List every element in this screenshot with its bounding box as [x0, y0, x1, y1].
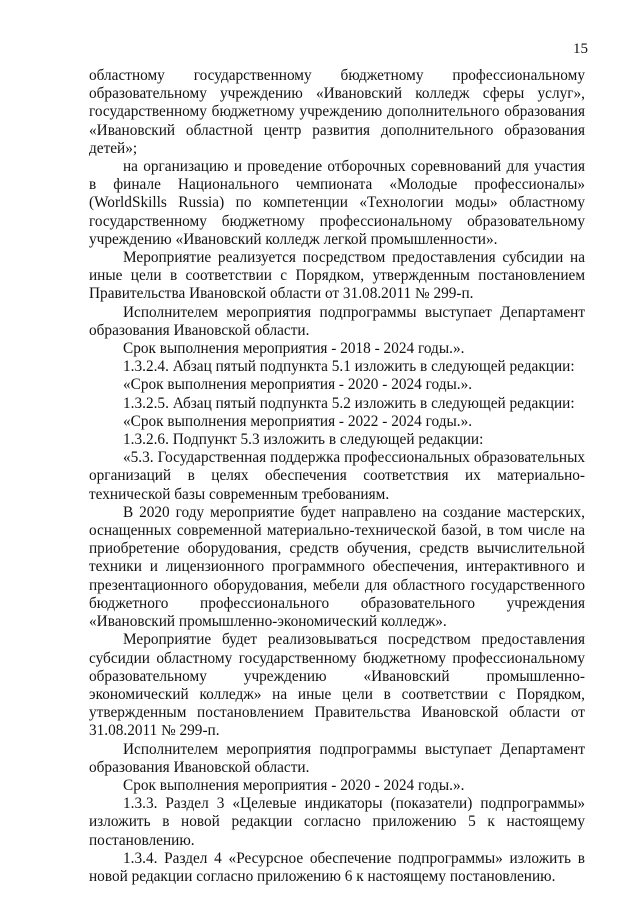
paragraph-executor: Исполнителем мероприятия подпрограммы выступает Департамент образования Ивановской области.	[89, 303, 585, 339]
paragraph-term-2022: «Срок выполнения мероприятия - 2022 - 2024 годы.».	[123, 412, 473, 430]
paragraph-amendment-1-3-4: 1.3.4. Раздел 4 «Ресурсное обеспечение подпрограммы» изложить в новой редакции согласно приложению 6 к настоящему постановлению.	[89, 849, 585, 885]
paragraph-term-2020-2024: Срок выполнения мероприятия - 2020 - 2024 годы.».	[123, 776, 465, 794]
paragraph-subsidy-ipek: Мероприятие будет реализовываться посредством предоставления субсидии областному государственному бюджетному профессиональному образовательному учреждению «Ивановский промышленно-экономический колледж» на иные цели в соответствии с Порядком, утвержденным постановлением Правительства Ивановской области от 31.08.2011 № 299-п.	[89, 631, 585, 740]
paragraph-workshops-2020: В 2020 году мероприятие будет направлено на создание мастерских, оснащенных современной материально-технической базой, в том числе на приобретение оборудования, средств обучения, средств вычислительной техники и лицензионного программного обеспечения, интерактивного и презентационного оборудования, мебели для областного государственного бюджетного профессионального образовательного учреждения «Ивановский промышленно-экономический колледж».	[89, 503, 585, 631]
paragraph-worldskills-event: на организацию и проведение отборочных соревнований для участия в финале Национального чемпионата «Молодые профессионалы» (WorldSkills Russia) по компетенции «Технологии моды» областному государственному бюджетному профессиональному образовательному учреждению «Ивановский колледж легкой промышленности».	[89, 158, 585, 248]
paragraph-amendment-1-3-3: 1.3.3. Раздел 3 «Целевые индикаторы (показатели) подпрограммы» изложить в новой редакции согласно приложению 5 к настоящему постановлению.	[89, 795, 585, 849]
page-number: 15	[573, 41, 588, 57]
paragraph-term-2018: Срок выполнения мероприятия - 2018 - 2024 годы.».	[123, 340, 465, 358]
paragraph-subsidy-mechanism: Мероприятие реализуется посредством предоставления субсидии на иные цели в соответствии с Порядком, утвержденным постановлением Правительства Ивановской области от 31.08.2011 № 299-п.	[89, 249, 585, 303]
paragraph-executor-2: Исполнителем мероприятия подпрограммы выступает Департамент образования Ивановской области.	[89, 740, 585, 776]
document-body	[89, 67, 585, 886]
paragraph-term-2020: «Срок выполнения мероприятия - 2020 - 2024 годы.».	[123, 376, 473, 394]
paragraph-section-5-3: «5.3. Государственная поддержка профессиональных образовательных организаций в целях обеспечения соответствия их материально-технической базы современным требованиям.	[89, 449, 585, 503]
paragraph-recipients-continued: областному государственному бюджетному профессиональному образовательному учреждению «Ивановский колледж сферы услуг», государственному бюджетному учреждению дополнительного образования «Ивановский областной центр развития дополнительного образования детей»;	[89, 67, 585, 157]
paragraph-amendment-1-3-2-4: 1.3.2.4. Абзац пятый подпункта 5.1 изложить в следующей редакции:	[123, 358, 575, 376]
paragraph-amendment-1-3-2-5: 1.3.2.5. Абзац пятый подпункта 5.2 изложить в следующей редакции:	[123, 394, 575, 412]
paragraph-amendment-1-3-2-6: 1.3.2.6. Подпункт 5.3 изложить в следующей редакции:	[123, 431, 484, 449]
